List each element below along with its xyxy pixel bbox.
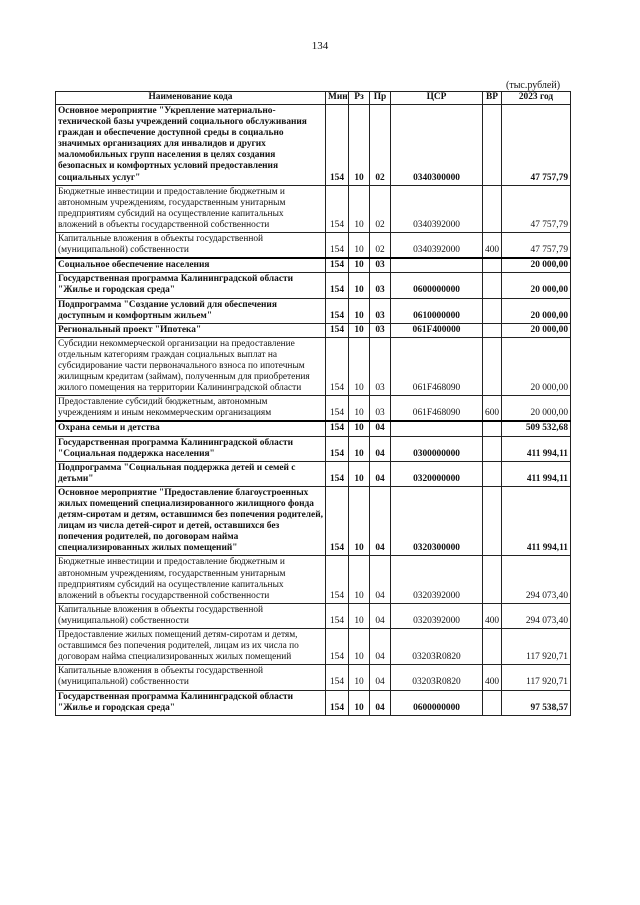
cell-sum: 20 000,00 bbox=[502, 323, 571, 337]
header-csr: ЦСР bbox=[391, 92, 483, 105]
cell-vr bbox=[483, 298, 502, 323]
cell-sum: 411 994,11 bbox=[502, 436, 571, 461]
cell-min: 154 bbox=[326, 603, 349, 628]
cell-rz: 10 bbox=[349, 436, 370, 461]
cell-csr: 0320392000 bbox=[391, 556, 483, 603]
budget-table bbox=[55, 91, 571, 716]
cell-pr: 03 bbox=[370, 258, 391, 273]
header-sum: 2023 год bbox=[502, 92, 571, 105]
cell-sum: 20 000,00 bbox=[502, 298, 571, 323]
cell-min: 154 bbox=[326, 273, 349, 298]
cell-name: Капитальные вложения в объекты государственной (муниципальной) собственности bbox=[56, 665, 326, 690]
cell-pr: 04 bbox=[370, 421, 391, 436]
cell-name: Капитальные вложения в объекты государственной (муниципальной) собственности bbox=[56, 603, 326, 628]
cell-name: Бюджетные инвестиции и предоставление бюджетным и автономным учреждениям, государственным унитарным предприятиям субсидий на осуществление капитальных вложений в объекты государственной собственности bbox=[56, 185, 326, 232]
cell-csr bbox=[391, 258, 483, 273]
table-row bbox=[56, 421, 571, 436]
cell-vr: 600 bbox=[483, 396, 502, 422]
cell-pr: 04 bbox=[370, 556, 391, 603]
table-row bbox=[56, 185, 571, 232]
cell-name: Подпрограмма "Социальная поддержка детей и семей с детьми" bbox=[56, 461, 326, 486]
cell-rz: 10 bbox=[349, 273, 370, 298]
cell-vr bbox=[483, 486, 502, 556]
cell-vr bbox=[483, 461, 502, 486]
cell-name: Государственная программа Калининградской области "Социальная поддержка населения" bbox=[56, 436, 326, 461]
cell-sum: 47 757,79 bbox=[502, 233, 571, 259]
cell-csr: 03203R0820 bbox=[391, 665, 483, 690]
cell-rz: 10 bbox=[349, 105, 370, 186]
cell-pr: 03 bbox=[370, 337, 391, 395]
cell-rz: 10 bbox=[349, 337, 370, 395]
cell-sum: 20 000,00 bbox=[502, 273, 571, 298]
cell-csr: 0600000000 bbox=[391, 273, 483, 298]
cell-pr: 03 bbox=[370, 298, 391, 323]
header-name: Наименование кода bbox=[56, 92, 326, 105]
cell-rz: 10 bbox=[349, 421, 370, 436]
cell-min: 154 bbox=[326, 337, 349, 395]
table-row bbox=[56, 258, 571, 273]
cell-min: 154 bbox=[326, 105, 349, 186]
cell-rz: 10 bbox=[349, 185, 370, 232]
cell-min: 154 bbox=[326, 436, 349, 461]
cell-csr: 0300000000 bbox=[391, 436, 483, 461]
cell-pr: 02 bbox=[370, 105, 391, 186]
cell-min: 154 bbox=[326, 665, 349, 690]
units-label: (тыс.рублей) bbox=[506, 80, 561, 91]
cell-csr: 061F468090 bbox=[391, 337, 483, 395]
table-row bbox=[56, 486, 571, 556]
cell-pr: 04 bbox=[370, 629, 391, 665]
cell-min: 154 bbox=[326, 690, 349, 715]
cell-csr: 0340392000 bbox=[391, 185, 483, 232]
cell-pr: 04 bbox=[370, 486, 391, 556]
cell-vr bbox=[483, 323, 502, 337]
header-rz: Рз bbox=[349, 92, 370, 105]
table-row bbox=[56, 629, 571, 665]
cell-min: 154 bbox=[326, 258, 349, 273]
cell-sum: 97 538,57 bbox=[502, 690, 571, 715]
cell-vr bbox=[483, 337, 502, 395]
cell-rz: 10 bbox=[349, 461, 370, 486]
cell-sum: 411 994,11 bbox=[502, 461, 571, 486]
cell-name: Предоставление жилых помещений детям-сиротам и детям, оставшимся без попечения родителей, лицам из их числа по договорам найма специализированных жилых помещений bbox=[56, 629, 326, 665]
table-header-row bbox=[56, 92, 571, 105]
cell-sum: 20 000,00 bbox=[502, 337, 571, 395]
header-pr: Пр bbox=[370, 92, 391, 105]
cell-min: 154 bbox=[326, 185, 349, 232]
cell-sum: 509 532,68 bbox=[502, 421, 571, 436]
cell-name: Государственная программа Калининградской области "Жилье и городская среда" bbox=[56, 273, 326, 298]
table-row bbox=[56, 461, 571, 486]
cell-vr bbox=[483, 185, 502, 232]
header-vr: ВР bbox=[483, 92, 502, 105]
table-row bbox=[56, 665, 571, 690]
cell-sum: 20 000,00 bbox=[502, 396, 571, 422]
cell-csr: 0610000000 bbox=[391, 298, 483, 323]
cell-vr bbox=[483, 629, 502, 665]
cell-vr bbox=[483, 258, 502, 273]
table-body bbox=[56, 105, 571, 716]
cell-csr: 0340392000 bbox=[391, 233, 483, 259]
cell-csr: 061F400000 bbox=[391, 323, 483, 337]
cell-pr: 03 bbox=[370, 273, 391, 298]
cell-vr bbox=[483, 421, 502, 436]
table-row bbox=[56, 273, 571, 298]
cell-min: 154 bbox=[326, 486, 349, 556]
cell-sum: 117 920,71 bbox=[502, 665, 571, 690]
cell-sum: 117 920,71 bbox=[502, 629, 571, 665]
cell-min: 154 bbox=[326, 298, 349, 323]
cell-sum: 294 073,40 bbox=[502, 603, 571, 628]
header-min: Мин bbox=[326, 92, 349, 105]
table-row bbox=[56, 603, 571, 628]
cell-sum: 294 073,40 bbox=[502, 556, 571, 603]
cell-csr: 0320392000 bbox=[391, 603, 483, 628]
cell-vr: 400 bbox=[483, 233, 502, 259]
table-row bbox=[56, 337, 571, 395]
cell-sum: 47 757,79 bbox=[502, 105, 571, 186]
cell-rz: 10 bbox=[349, 323, 370, 337]
cell-min: 154 bbox=[326, 421, 349, 436]
cell-pr: 04 bbox=[370, 690, 391, 715]
cell-name: Социальное обеспечение населения bbox=[56, 258, 326, 273]
cell-name: Основное мероприятие "Предоставление благоустроенных жилых помещений специализированного жилищного фонда детям-сиротам и детям, оставшимся без попечения родителей, лицам из числа детей-сирот и детей, оставшихся без попечения родителей, по договорам найма специализированных жилых помещений" bbox=[56, 486, 326, 556]
cell-rz: 10 bbox=[349, 258, 370, 273]
table-row bbox=[56, 323, 571, 337]
cell-rz: 10 bbox=[349, 556, 370, 603]
table-row bbox=[56, 233, 571, 259]
cell-vr: 400 bbox=[483, 603, 502, 628]
table-row bbox=[56, 396, 571, 422]
cell-name: Капитальные вложения в объекты государственной (муниципальной) собственности bbox=[56, 233, 326, 259]
page-number: 134 bbox=[311, 40, 329, 52]
table-row bbox=[56, 690, 571, 715]
cell-rz: 10 bbox=[349, 665, 370, 690]
cell-pr: 02 bbox=[370, 185, 391, 232]
cell-csr: 0340300000 bbox=[391, 105, 483, 186]
cell-pr: 02 bbox=[370, 233, 391, 259]
cell-rz: 10 bbox=[349, 603, 370, 628]
cell-pr: 04 bbox=[370, 461, 391, 486]
cell-name: Подпрограмма "Создание условий для обеспечения доступным и комфортным жильем" bbox=[56, 298, 326, 323]
cell-csr: 061F468090 bbox=[391, 396, 483, 422]
cell-rz: 10 bbox=[349, 690, 370, 715]
cell-csr bbox=[391, 421, 483, 436]
cell-pr: 04 bbox=[370, 603, 391, 628]
cell-pr: 04 bbox=[370, 665, 391, 690]
table-row bbox=[56, 105, 571, 186]
cell-min: 154 bbox=[326, 323, 349, 337]
cell-csr: 03203R0820 bbox=[391, 629, 483, 665]
cell-vr bbox=[483, 690, 502, 715]
cell-rz: 10 bbox=[349, 486, 370, 556]
cell-min: 154 bbox=[326, 556, 349, 603]
cell-vr: 400 bbox=[483, 665, 502, 690]
table-row bbox=[56, 556, 571, 603]
table-row bbox=[56, 298, 571, 323]
cell-min: 154 bbox=[326, 629, 349, 665]
cell-vr bbox=[483, 556, 502, 603]
table-row bbox=[56, 436, 571, 461]
cell-sum: 20 000,00 bbox=[502, 258, 571, 273]
cell-sum: 47 757,79 bbox=[502, 185, 571, 232]
cell-pr: 04 bbox=[370, 436, 391, 461]
cell-vr bbox=[483, 105, 502, 186]
cell-name: Предоставление субсидий бюджетным, автономным учреждениям и иным некоммерческим организациям bbox=[56, 396, 326, 422]
cell-rz: 10 bbox=[349, 233, 370, 259]
cell-csr: 0320000000 bbox=[391, 461, 483, 486]
cell-name: Региональный проект "Ипотека" bbox=[56, 323, 326, 337]
cell-sum: 411 994,11 bbox=[502, 486, 571, 556]
cell-name: Государственная программа Калининградской области "Жилье и городская среда" bbox=[56, 690, 326, 715]
cell-name: Охрана семьи и детства bbox=[56, 421, 326, 436]
cell-csr: 0600000000 bbox=[391, 690, 483, 715]
cell-vr bbox=[483, 436, 502, 461]
cell-rz: 10 bbox=[349, 629, 370, 665]
cell-min: 154 bbox=[326, 396, 349, 422]
cell-rz: 10 bbox=[349, 298, 370, 323]
cell-vr bbox=[483, 273, 502, 298]
cell-pr: 03 bbox=[370, 396, 391, 422]
cell-csr: 0320300000 bbox=[391, 486, 483, 556]
cell-rz: 10 bbox=[349, 396, 370, 422]
cell-min: 154 bbox=[326, 233, 349, 259]
cell-pr: 03 bbox=[370, 323, 391, 337]
cell-min: 154 bbox=[326, 461, 349, 486]
cell-name: Основное мероприятие "Укрепление материально-технической базы учреждений социального обслуживания граждан и обеспечение доступной среды в социально значимых организациях для инвалидов и других маломобильных групп населения в целях создания безопасных и комфортных условий предоставления социальных услуг" bbox=[56, 105, 326, 186]
cell-name: Бюджетные инвестиции и предоставление бюджетным и автономным учреждениям, государственным унитарным предприятиям субсидий на осуществление капитальных вложений в объекты государственной собственности bbox=[56, 556, 326, 603]
cell-name: Субсидии некоммерческой организации на предоставление отдельным категориям граждан социальных выплат на субсидирование части первоначального взноса по ипотечным жилищным кредитам (займам), полученным для приобретения жилого помещения на территории Калининградской области bbox=[56, 337, 326, 395]
